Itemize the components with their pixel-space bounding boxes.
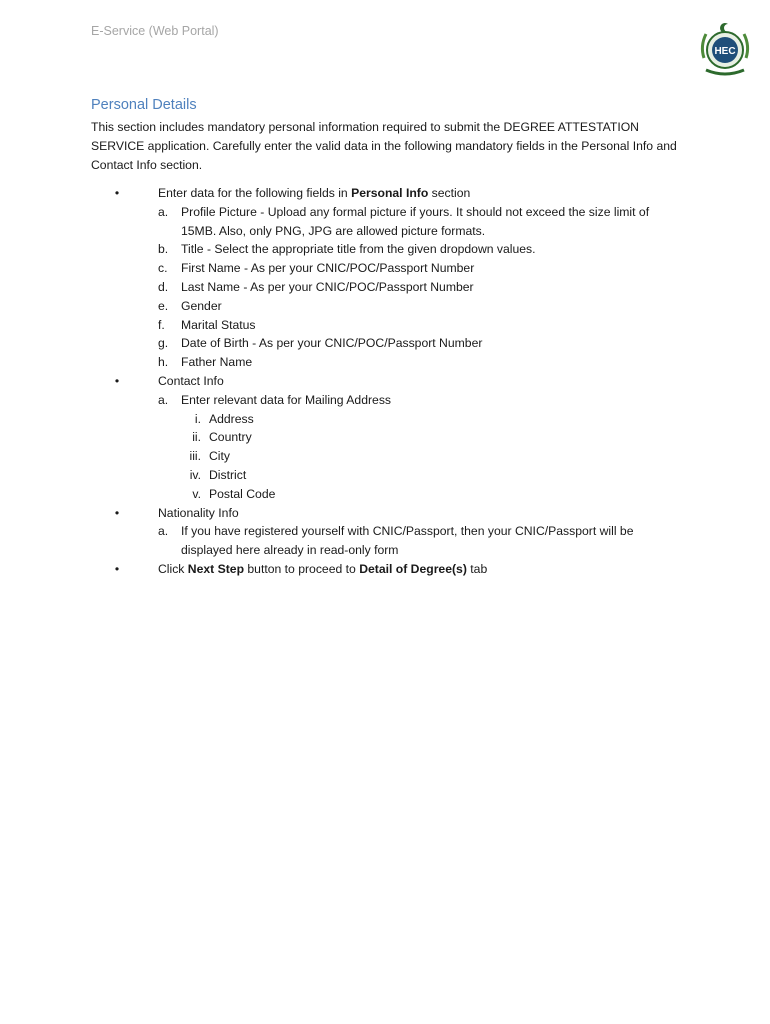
list-item: d. Last Name - As per your CNIC/POC/Passport Number	[158, 279, 474, 294]
list-item: b. Title - Select the appropriate title from the given dropdown values.	[158, 242, 536, 257]
list-item: v. Postal Code	[192, 486, 276, 501]
nationality-info-label: Nationality Info	[158, 505, 239, 520]
list-item: a. Profile Picture - Upload any formal picture if yours. It should not exceed the size limit of	[158, 204, 650, 219]
list-item	[0, 184, 770, 203]
bullet-icon: •	[114, 561, 120, 576]
list-item: i. Address	[194, 411, 254, 426]
next-step-instruction: Click Next Step button to proceed to Detail of Degree(s) tab	[158, 561, 488, 576]
bullet-icon: •	[114, 505, 120, 520]
list-item: c. First Name - As per your CNIC/POC/Passport Number	[158, 261, 475, 276]
list-item	[0, 560, 770, 579]
contact-info-label: Contact Info	[158, 373, 224, 388]
hec-logo	[696, 18, 754, 82]
personal-info-instruction: Enter data for the following fields in Personal Info section	[158, 186, 471, 200]
list-item-continuation: 15MB. Also, only PNG, JPG are allowed picture formats.	[181, 223, 486, 238]
list-item: a. Enter relevant data for Mailing Address	[158, 392, 392, 407]
list-item	[0, 504, 770, 523]
list-item: a. If you have registered yourself with CNIC/Passport, then your CNIC/Passport will be	[158, 524, 634, 539]
list-item	[0, 372, 770, 391]
list-item: g. Date of Birth - As per your CNIC/POC/Passport Number	[158, 336, 483, 351]
bullet-icon: •	[114, 186, 120, 200]
section-intro: This section includes mandatory personal information required to submit the DEGREE ATTESTATION SERVICE application. Carefully enter the valid data in the following mandatory fields in the Personal Info and Contact Info section.	[91, 120, 677, 172]
bullet-icon: •	[114, 373, 120, 388]
page-header-text: E-Service (Web Portal)	[91, 24, 219, 38]
list-item: iv. District	[189, 467, 247, 482]
section-title: Personal Details	[91, 97, 197, 113]
list-item: ii. Country	[192, 430, 252, 445]
instructions-list	[0, 184, 770, 579]
logo-lettering: HEC	[714, 46, 736, 57]
list-item: e. Gender	[158, 298, 222, 313]
list-item: iii. City	[189, 449, 230, 464]
list-item-continuation: displayed here already in read-only form	[181, 543, 399, 558]
list-item: f. Marital Status	[158, 317, 256, 332]
list-item: h. Father Name	[158, 355, 253, 370]
